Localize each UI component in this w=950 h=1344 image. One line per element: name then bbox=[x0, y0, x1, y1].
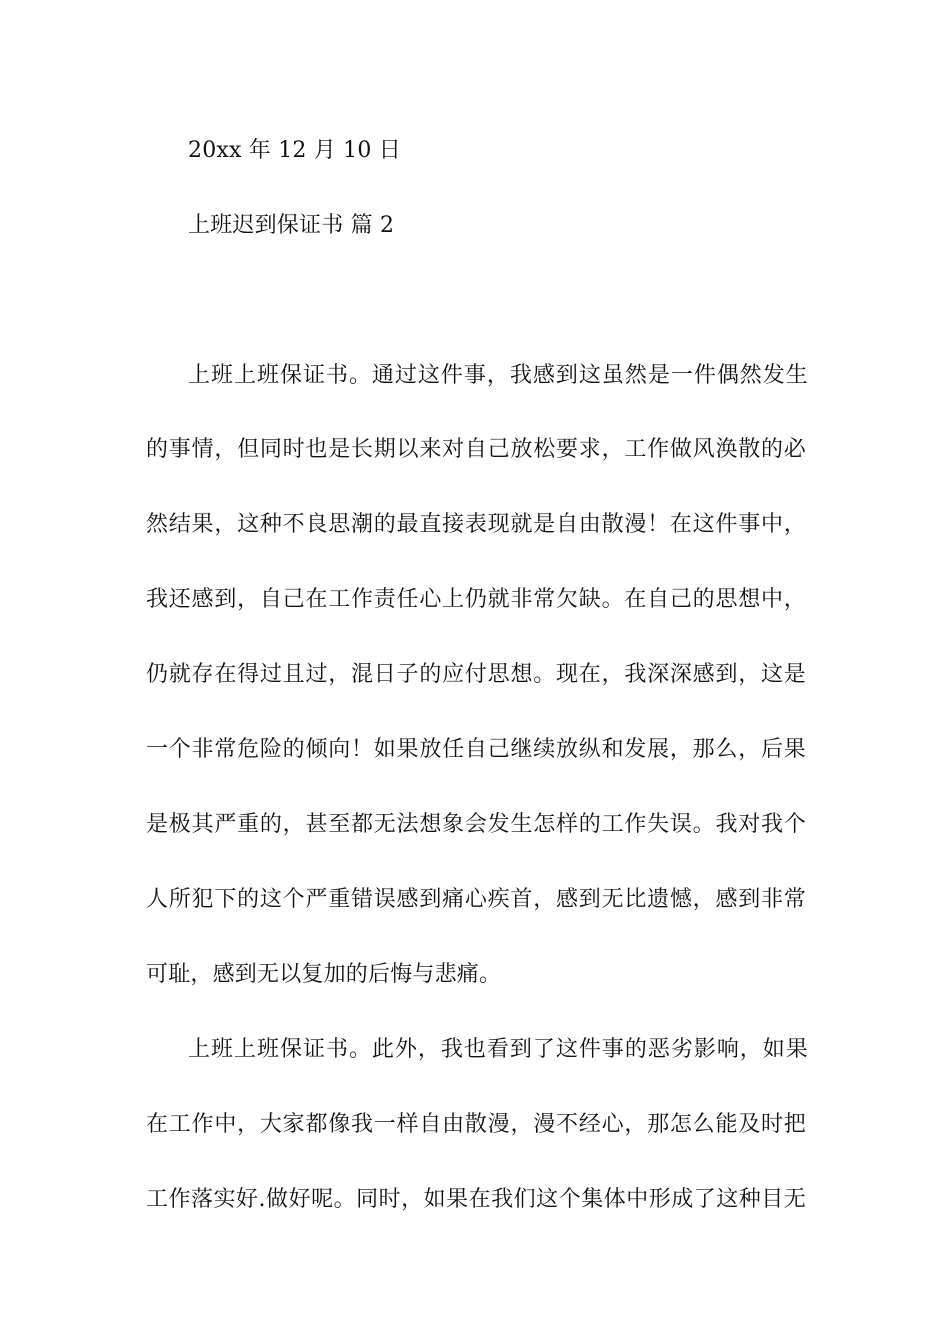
paragraph-line: 一个非常危险的倾向！如果放任自己继续放纵和发展，那么，后果 bbox=[146, 737, 806, 762]
paragraph-line: 在工作中，大家都像我一样自由散漫，漫不经心，那怎么能及时把 bbox=[146, 1112, 806, 1137]
paragraph-line: 上班上班保证书。此外，我也看到了这件事的恶劣影响，如果 bbox=[188, 1037, 808, 1062]
document-title: 上班迟到保证书 篇 2 bbox=[188, 213, 395, 238]
paragraph-line: 我还感到，自己在工作责任心上仍就非常欠缺。在自己的思想中， bbox=[146, 587, 806, 612]
paragraph-line: 仍就存在得过且过，混日子的应付思想。现在，我深深感到，这是 bbox=[146, 662, 806, 687]
paragraph-line: 工作落实好.做好呢。同时，如果在我们这个集体中形成了这种目无 bbox=[146, 1187, 806, 1212]
paragraph-line: 可耻，感到无以复加的后悔与悲痛。 bbox=[146, 962, 502, 987]
paragraph-line: 然结果，这种不良思潮的最直接表现就是自由散漫！在这件事中， bbox=[146, 512, 806, 537]
paragraph-line: 的事情，但同时也是长期以来对自己放松要求，工作做风涣散的必 bbox=[146, 437, 806, 462]
document-date: 20xx 年 12 月 10 日 bbox=[188, 138, 401, 163]
paragraph-line: 是极其严重的，甚至都无法想象会发生怎样的工作失误。我对我个 bbox=[146, 812, 806, 837]
paragraph-line: 人所犯下的这个严重错误感到痛心疾首，感到无比遗憾，感到非常 bbox=[146, 887, 806, 912]
paragraph-line: 上班上班保证书。通过这件事，我感到这虽然是一件偶然发生 bbox=[188, 363, 808, 388]
